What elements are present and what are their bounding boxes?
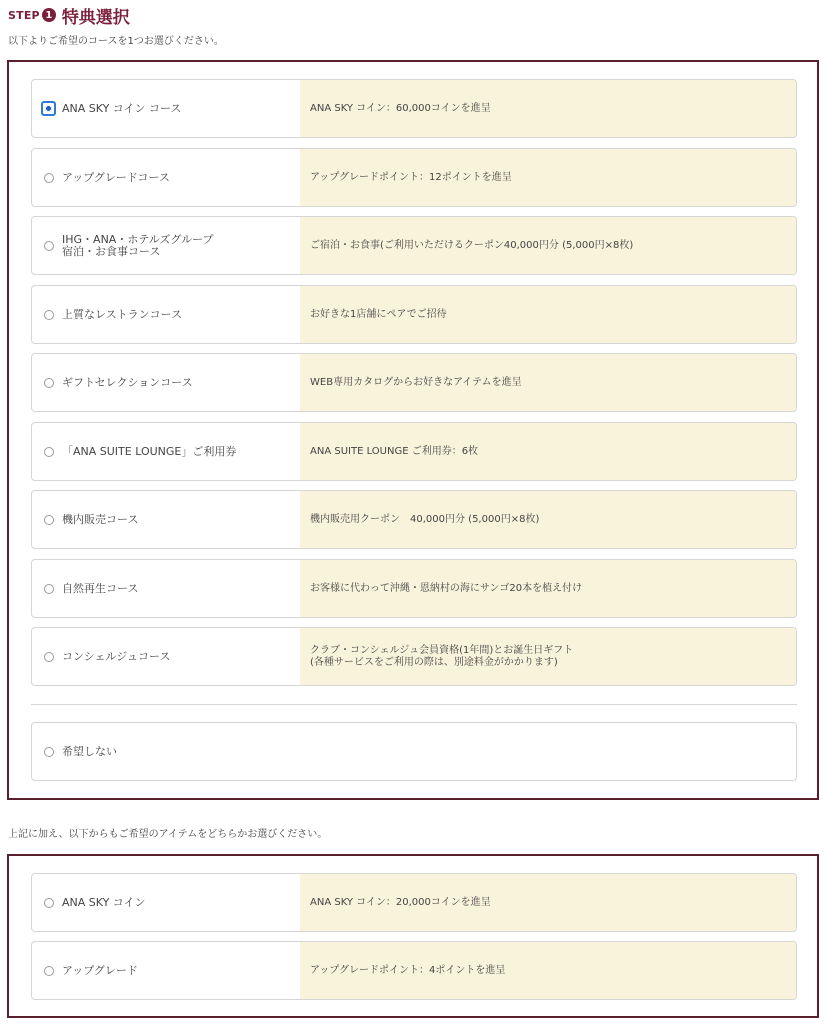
radio-selected-icon[interactable] [41,101,56,116]
page-title: 特典選択 [61,7,130,28]
extra-option-ana-sky-coin[interactable] [31,873,797,932]
extra-label: ANA SKY コイン [62,895,146,909]
course-label: コンシェルジュコース [62,649,171,663]
course-detail: WEB専用カタログからお好きなアイテムを進呈 [300,354,796,411]
extra-option-upgrade[interactable] [31,941,797,1000]
radio-icon[interactable] [44,447,54,457]
course-label: 「ANA SUITE LOUNGE」ご利用券 [62,444,237,458]
course-option-inflight-sales[interactable] [31,490,797,549]
course-option-gift-selection[interactable] [31,353,797,412]
course-detail: お好きな1店舗にペアでご招待 [300,286,796,343]
extra-label: アップグレード [62,963,138,977]
instruction-text-primary: 以下よりご希望のコースを1つお選びください。 [8,36,224,47]
course-label: ギフトセレクションコース [62,375,193,389]
course-detail: ANA SKY コイン：60,000コインを進呈 [300,80,796,137]
course-label: ANA SKY コイン コース [62,101,182,115]
radio-icon[interactable] [44,310,54,320]
radio-icon[interactable] [44,515,54,525]
radio-icon[interactable] [44,584,54,594]
instruction-text-secondary: 上記に加え、以下からもご希望のアイテムをどちらかお選びください。 [8,829,328,840]
extra-detail: アップグレードポイント：4ポイントを進呈 [300,942,796,999]
course-label: IHG・ANA・ホテルズグループ 宿泊・お食事コース [62,232,214,258]
course-detail: アップグレードポイント：12ポイントを進呈 [300,149,796,206]
course-option-no-preference[interactable] [31,722,797,781]
radio-icon[interactable] [44,378,54,388]
course-label: アップグレードコース [62,170,170,184]
course-selection-panel [7,60,819,800]
course-detail: クラブ・コンシェルジュ会員資格(1年間)とお誕生日ギフト (各種サービスをご利用の際は、別途料金がかかります) [300,628,796,685]
extra-item-panel [7,854,819,1018]
extra-detail: ANA SKY コイン：20,000コインを進呈 [300,874,796,931]
course-option-upgrade[interactable] [31,148,797,207]
radio-icon[interactable] [44,898,54,908]
course-option-nature-restoration[interactable] [31,559,797,618]
course-option-ana-sky-coin[interactable] [31,79,797,138]
radio-icon[interactable] [44,241,54,251]
course-option-restaurant[interactable] [31,285,797,344]
radio-icon[interactable] [44,652,54,662]
course-label: 上質なレストランコース [62,307,183,321]
course-label: 自然再生コース [62,581,139,595]
course-option-ihg-hotels[interactable] [31,216,797,275]
divider [31,704,797,705]
course-detail: ANA SUITE LOUNGE ご利用券：6枚 [300,423,796,480]
course-detail: 機内販売用クーポン 40,000円分 (5,000円×8枚) [300,491,796,548]
course-option-suite-lounge[interactable] [31,422,797,481]
step-header [8,4,130,26]
course-option-concierge[interactable] [31,627,797,686]
step-number-badge: 1 [42,8,56,22]
course-label: 希望しない [62,744,117,758]
radio-icon[interactable] [44,966,54,976]
course-detail: ご宿泊・お食事(ご利用いただけるクーポン40,000円分 (5,000円×8枚) [300,217,796,274]
step-label: STEP [8,8,40,22]
radio-icon[interactable] [44,747,54,757]
radio-icon[interactable] [44,173,54,183]
course-detail: お客様に代わって沖縄・恩納村の海にサンゴ20本を植え付け [300,560,796,617]
course-label: 機内販売コース [62,512,139,526]
